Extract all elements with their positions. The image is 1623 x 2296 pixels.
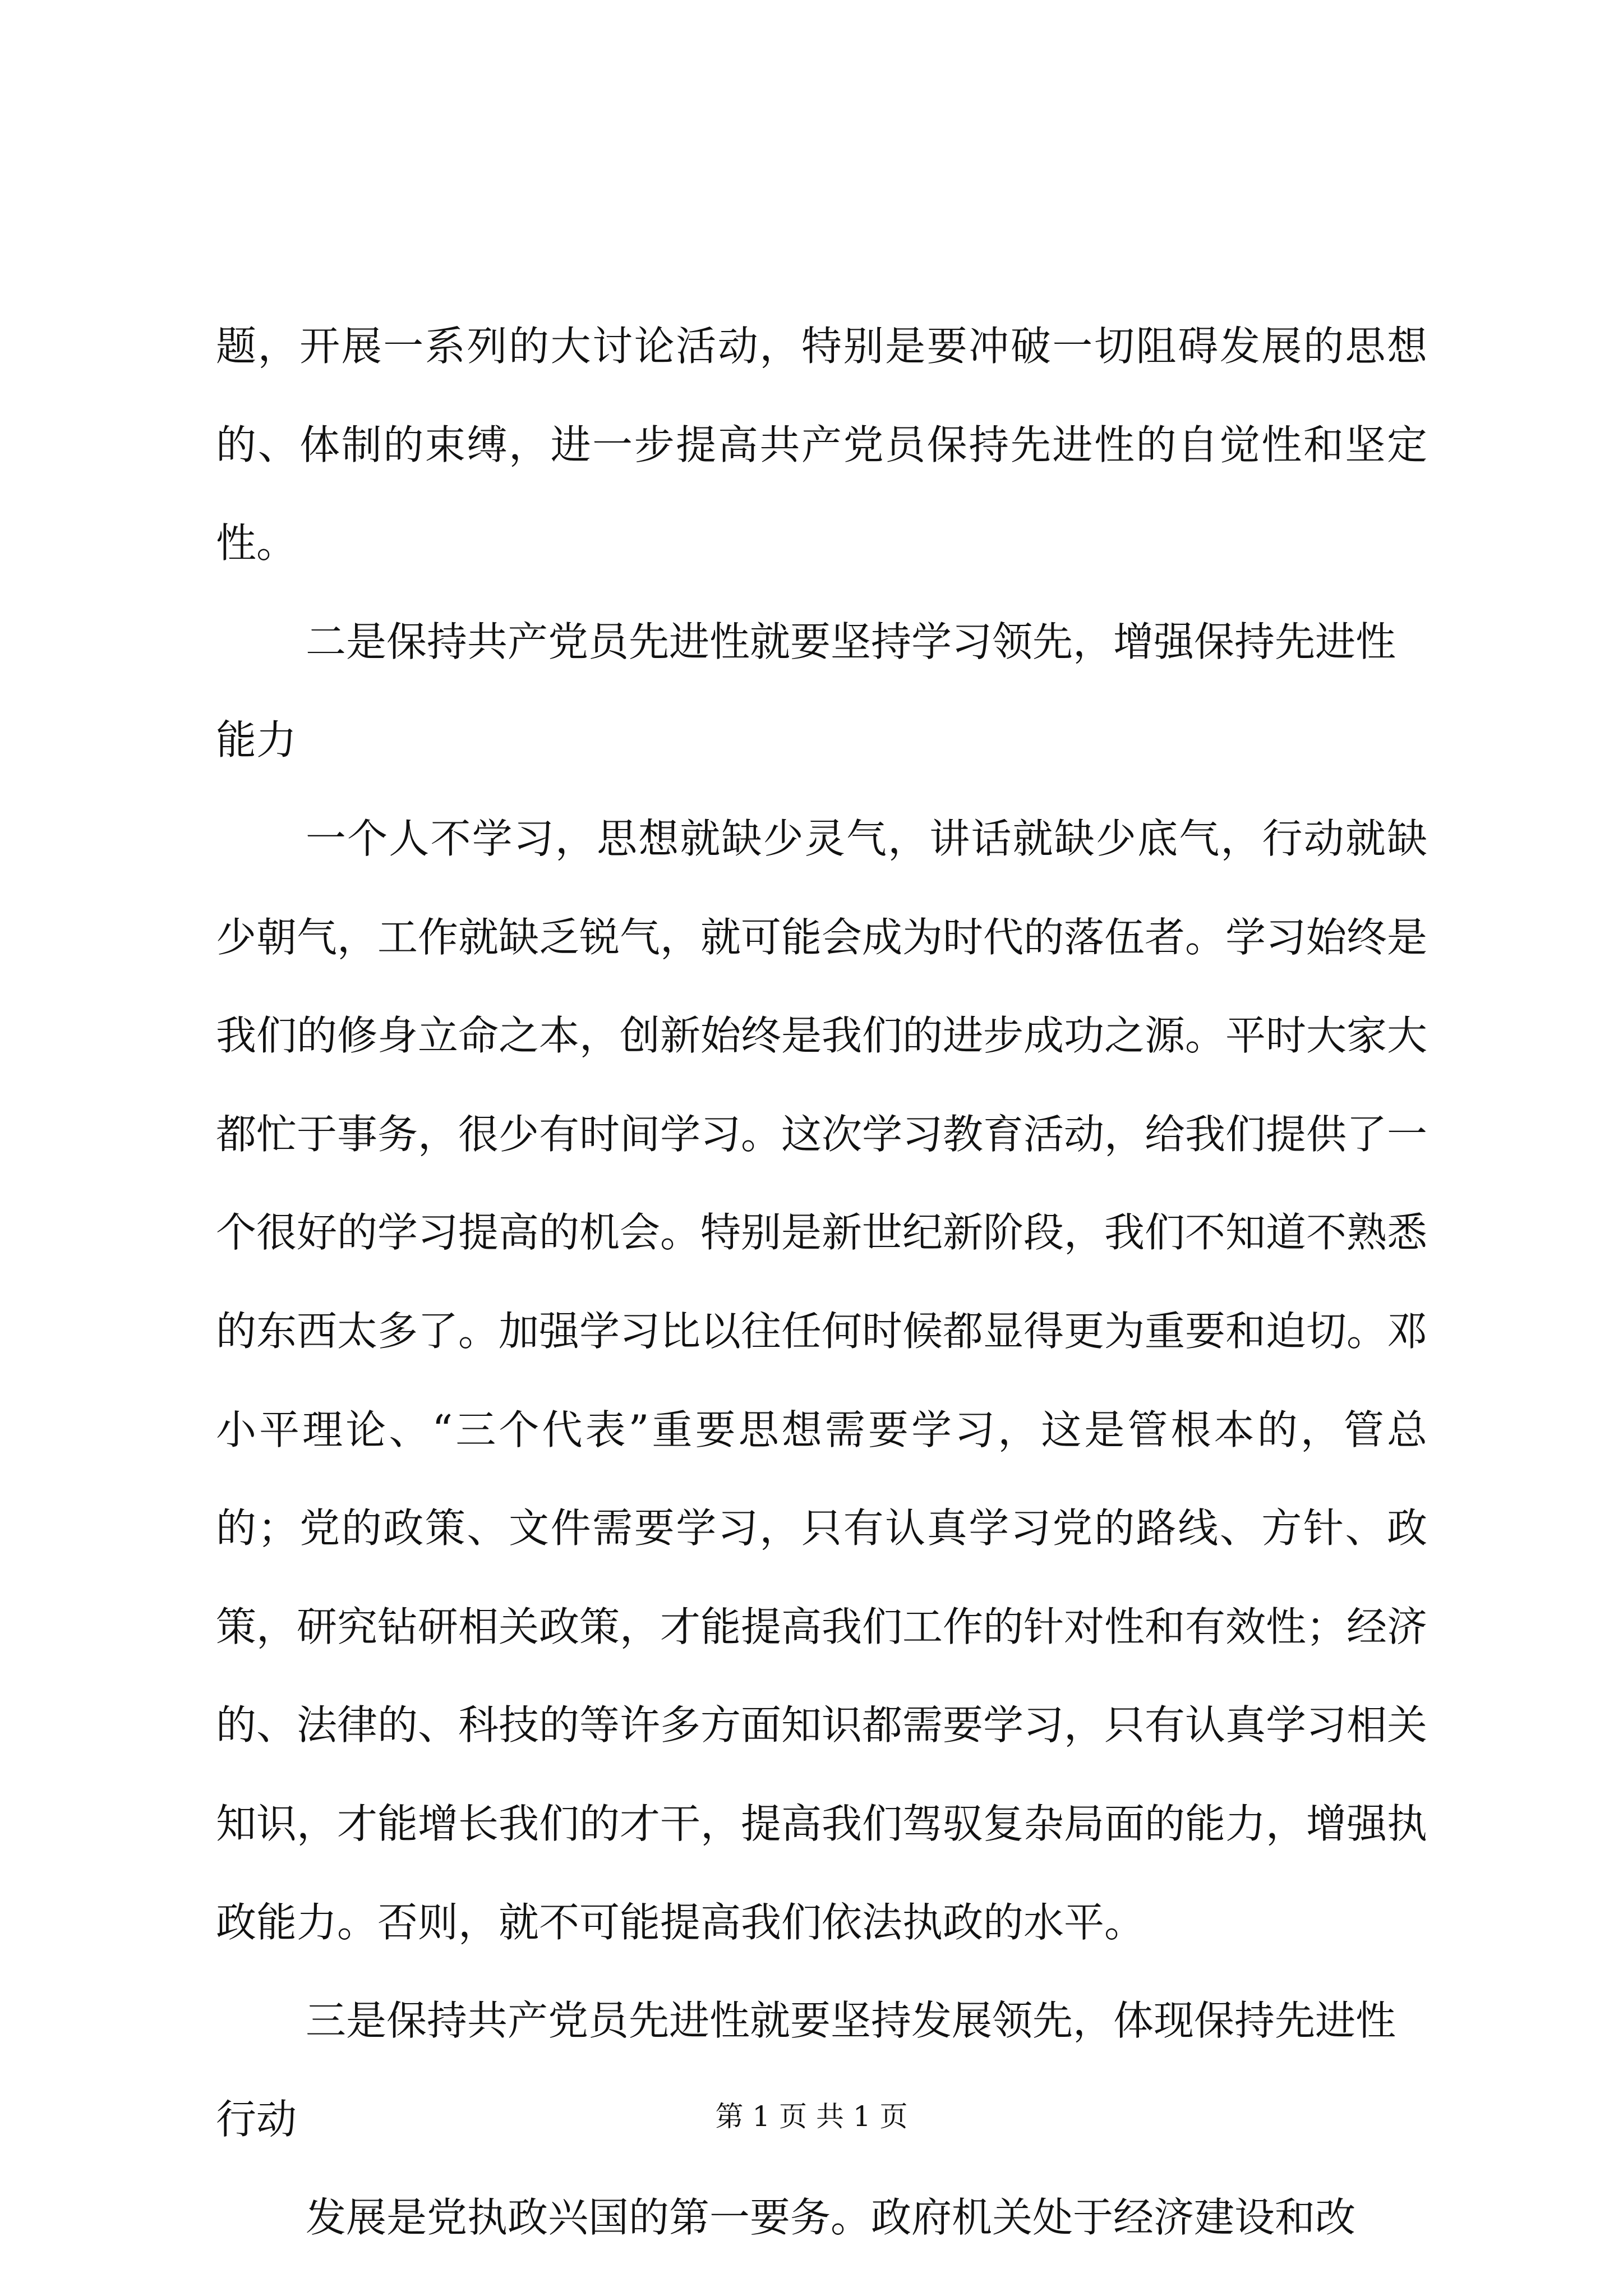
paragraph-study: 一个人不学习，思想就缺少灵气，讲话就缺少底气，行动就缺少朝气，工作就缺乏锐气，就可能会成为时代的落伍者。学习始终是我们的修身立命之本，创新始终是我们的进步成功之源。平时大家大都忙于事务，很少有时间学习。这次学习教育活动，给我们提供了一个很好的学习提高的机会。特别是新世纪新阶段，我们不知道不熟悉的东西太多了。加强学习比以往任何时候都显得更为重要和迫切。邓小平理论、“三个代表”重要思想需要学习，这是管根本的，管总的；党的政策、文件需要学习，只有认真学习党的路线、方针、政策，研究钻研相关政策，才能提高我们工作的针对性和有效性；经济的、法律的、科技的等许多方面知识都需要学习，只有认真学习相关知识，才能增长我们的才干，提高我们驾驭复杂局面的能力，增强执政能力。否则，就不可能提高我们依法执政的水平。 xyxy=(216,815,1428,1946)
page-number-footer: 第 1 页 共 1 页 xyxy=(715,2100,908,2133)
section-heading-two: 二是保持共产党员先进性就要坚持学习领先，增强保持先进性能力 xyxy=(216,618,1396,764)
section-heading-three: 三是保持共产党员先进性就要坚持发展领先，体现保持先进性行动 xyxy=(216,1997,1396,2143)
paragraph-development: 发展是党执政兴国的第一要务。政府机关处于经济建设和改 xyxy=(306,2194,1356,2242)
document-body xyxy=(216,297,1427,2267)
paragraph-continuation: 题，开展一系列的大讨论活动，特别是要冲破一切阻碍发展的思想的、体制的束缚，进一步提高共产党员保持先进性的自觉性和坚定性。 xyxy=(216,323,1427,567)
